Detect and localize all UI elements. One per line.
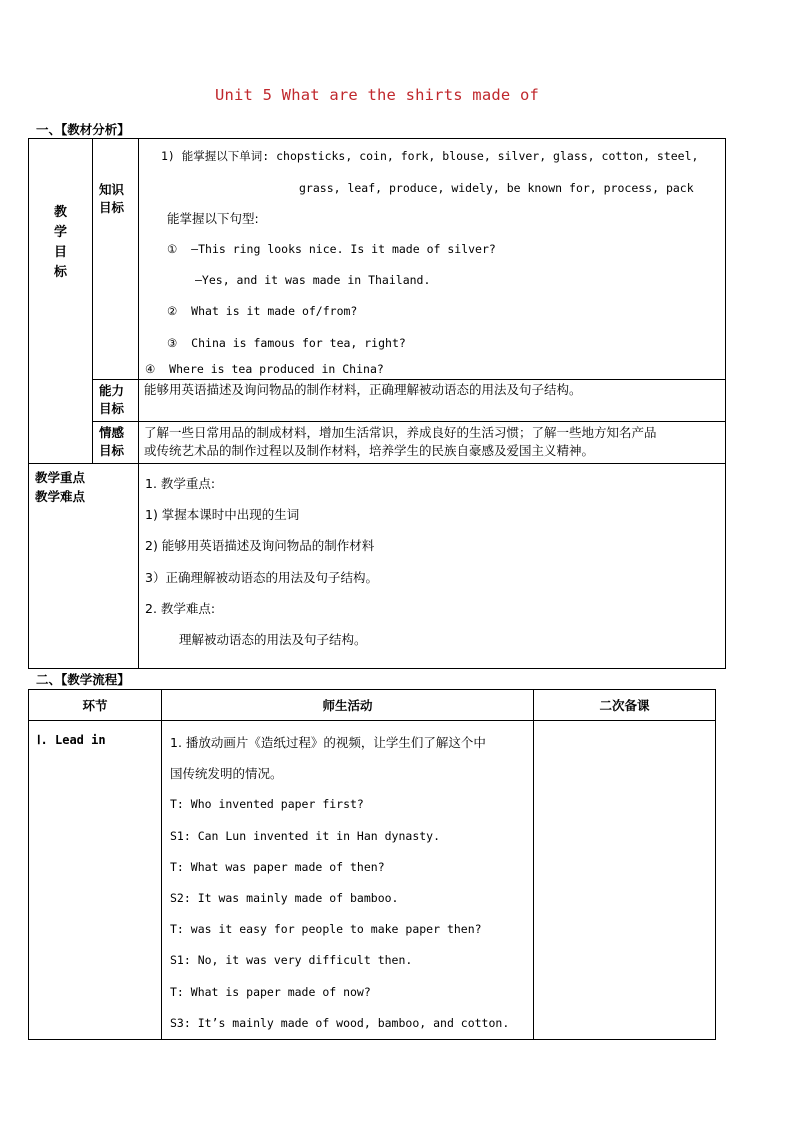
revision-cell[interactable] bbox=[534, 721, 716, 1040]
knowledge-content bbox=[139, 139, 726, 380]
objective-label-char: 标 bbox=[53, 265, 67, 280]
section-heading-process: 二、【教学流程】 bbox=[36, 672, 130, 687]
focus-heading: 1. 教学重点: bbox=[145, 476, 216, 491]
pattern-text: What is it made of/from? bbox=[191, 304, 358, 318]
pattern-number: ③ bbox=[167, 336, 178, 350]
emotion-label-line: 目标 bbox=[99, 443, 125, 458]
knowledge-label bbox=[93, 139, 139, 380]
focus-item: 2) 能够用英语描述及询问物品的制作材料 bbox=[145, 538, 375, 554]
pattern-text: —This ring looks nice. Is it made of silver? bbox=[191, 242, 496, 256]
step-label: Ⅰ. Lead in bbox=[29, 721, 162, 1040]
page-title: Unit 5 What are the shirts made of bbox=[214, 86, 540, 104]
process-table bbox=[28, 689, 716, 1040]
ability-label-line: 目标 bbox=[99, 401, 125, 416]
pattern-1 bbox=[167, 234, 496, 265]
header-activities: 师生活动 bbox=[162, 690, 534, 721]
ability-text: 能够用英语描述及询问物品的制作材料，正确理解被动语态的用法及句子结构。 bbox=[144, 382, 582, 397]
patterns-intro: 能掌握以下句型: bbox=[167, 211, 259, 226]
ability-content bbox=[139, 380, 726, 422]
activities-cell bbox=[162, 721, 534, 1040]
pattern-2 bbox=[167, 296, 357, 327]
section-heading-analysis: 一、【教材分析】 bbox=[36, 122, 130, 137]
objective-label bbox=[29, 139, 93, 464]
activity-line: T: What is paper made of now? bbox=[170, 984, 371, 999]
header-revision: 二次备课 bbox=[534, 690, 716, 721]
focus-item: 3）正确理解被动语态的用法及句子结构。 bbox=[145, 569, 378, 585]
activity-line: S3: It’s mainly made of wood, bamboo, and cotton. bbox=[170, 1015, 510, 1030]
header-step: 环节 bbox=[29, 690, 162, 721]
analysis-table bbox=[28, 138, 726, 669]
pattern-1-answer: —Yes, and it was made in Thailand. bbox=[195, 273, 431, 287]
vocab-line-1: 1) 能掌握以下单词: chopsticks, coin, fork, blouse, silver, glass, cotton, steel, bbox=[161, 149, 699, 163]
vocab-line-2: grass, leaf, produce, widely, be known for, process, pack bbox=[299, 181, 694, 195]
activity-line: S1: Can Lun invented it in Han dynasty. bbox=[170, 828, 441, 843]
key-points-label bbox=[29, 464, 139, 669]
emotion-label bbox=[93, 422, 139, 464]
knowledge-label-line: 知识 bbox=[99, 182, 125, 197]
pattern-4 bbox=[145, 354, 384, 385]
objective-label-char: 学 bbox=[53, 225, 67, 240]
pattern-number: ② bbox=[167, 304, 178, 318]
activity-line: 国传统发明的情况。 bbox=[170, 766, 283, 782]
pattern-number: ④ bbox=[145, 362, 156, 376]
emotion-content bbox=[139, 422, 726, 464]
focus-label: 教学重点 bbox=[35, 470, 86, 485]
emotion-label-line: 情感 bbox=[99, 425, 125, 440]
objective-label-char: 目 bbox=[53, 245, 67, 260]
pattern-text: China is famous for tea, right? bbox=[191, 336, 406, 350]
activity-line: T: was it easy for people to make paper then? bbox=[170, 922, 482, 937]
pattern-text: Where is tea produced in China? bbox=[169, 362, 384, 376]
activity-line: S2: It was mainly made of bamboo. bbox=[170, 891, 399, 906]
activity-line: S1: No, it was very difficult then. bbox=[170, 953, 413, 968]
difficulty-item: 理解被动语态的用法及句子结构。 bbox=[179, 632, 367, 648]
difficulty-heading: 2. 教学难点: bbox=[145, 600, 216, 616]
emotion-text-line: 了解一些日常用品的制成材料，增加生活常识，养成良好的生活习惯；了解一些地方知名产品 bbox=[144, 425, 657, 440]
activity-line: T: Who invented paper first? bbox=[170, 797, 364, 812]
activity-line: 1. 播放动画片《造纸过程》的视频，让学生们了解这个中 bbox=[170, 735, 486, 750]
ability-label bbox=[93, 380, 139, 422]
objective-label-char: 教 bbox=[53, 205, 67, 220]
ability-label-line: 能力 bbox=[99, 383, 125, 398]
key-points-content bbox=[139, 464, 726, 669]
activity-line: T: What was paper made of then? bbox=[170, 859, 385, 874]
knowledge-label-line: 目标 bbox=[99, 200, 125, 215]
difficulty-label: 教学难点 bbox=[35, 489, 86, 504]
focus-item: 1) 掌握本课时中出现的生词 bbox=[145, 507, 300, 523]
pattern-number: ① bbox=[167, 242, 178, 256]
emotion-text-line: 或传统艺术品的制作过程以及制作材料，培养学生的民族自豪感及爱国主义精神。 bbox=[144, 443, 595, 458]
